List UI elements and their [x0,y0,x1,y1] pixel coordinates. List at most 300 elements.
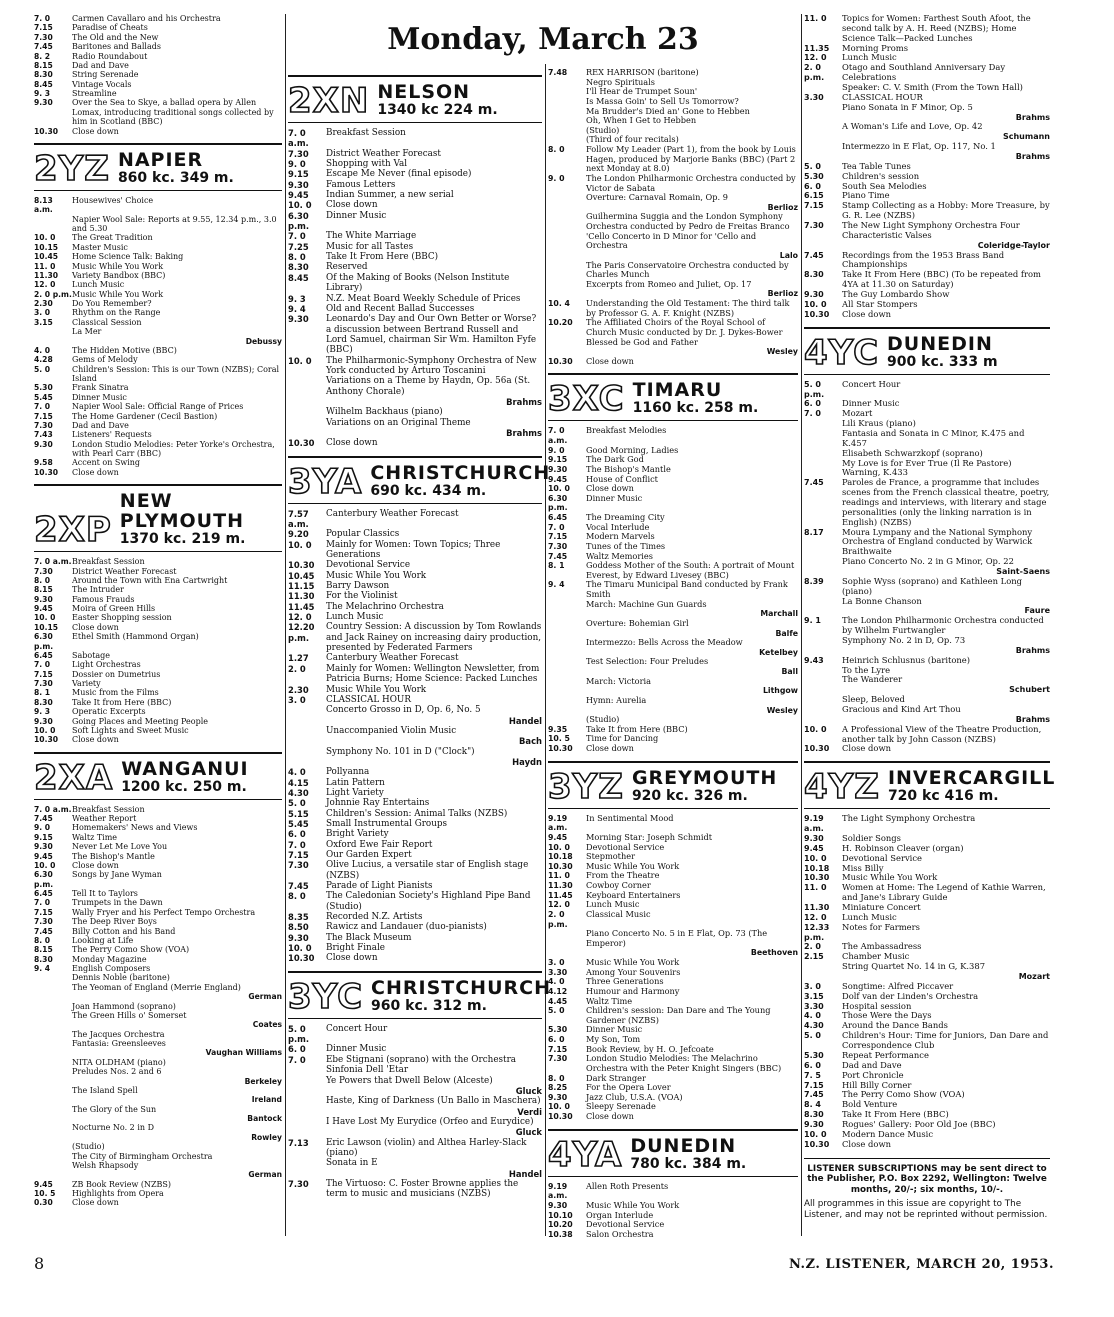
programme-title: Variations on an Original Theme [326,417,471,428]
programme-time: 9.45 [34,1179,53,1189]
programme-entry [34,440,282,459]
programme-entry [804,172,1050,182]
programme-title: Concert Hour [326,1023,388,1034]
programme-title: Around the Dance Bands [842,1020,948,1031]
composer: Ball [781,667,798,676]
programme-title: Otago and Southland Anniversary Day Celebrations [842,62,1006,83]
programme-title: London Studio Melodies: Peter Yorke's Orchestra, with Pearl Carr (BBC) [72,439,275,458]
programme-time: 9.19 a.m. [804,814,824,834]
programme-title: The Perry Como Show (VOA) [842,1089,965,1100]
programme-entry [804,923,1050,943]
programme-time: 7. 5 [804,1070,821,1080]
programme-entry [288,943,542,953]
programme-time: 12. 0 [804,912,827,922]
programme-time: 8. 0 [288,252,306,263]
programme-entry [804,744,1050,754]
programme-entry [288,860,542,881]
programme-title: (Studio) [72,1142,105,1152]
programme-time [548,116,586,126]
programme-time: 8.30 [34,954,53,964]
programme-time: 11.30 [288,591,315,602]
copyright-text: All programmes in this issue are copyright to The Listener, and may not be reprinted without permission. [804,1199,1048,1220]
programme-time: 11. 0 [804,883,827,893]
programme-title: Overture: Carnaval Romain, Op. 9 [586,192,728,203]
programme-title: Dinner Music [586,1024,643,1035]
programme-entry [34,393,282,402]
programme-entry [34,430,282,439]
programme-title: The Caledonian Society's Highland Pipe Band [326,891,531,902]
programme-time: 9.45 [288,190,309,201]
programme-time [34,1067,72,1076]
programme-entry [288,149,542,159]
station-frequency: 720 kc 416 m. [887,788,999,805]
programme-title: Stamp Collecting as a Hobby: More Treasure, by G. R. Lee (NZBS) [842,200,1050,221]
programme-entry [288,953,542,963]
station-city: NELSON [377,81,471,103]
programme-time: 7.25 [288,241,309,252]
programme-time: 1.27 [288,653,309,664]
programme-entry [34,215,282,234]
programme-time: 10.30 [34,126,59,136]
composer: Brahms [1015,112,1050,122]
programme-title: My Love is for Ever True (Il Re Pastore) [842,457,1012,468]
programme-title: Ebe Stignani (soprano) with the Orchestra Sinfonia Dell 'Etar [326,1054,517,1076]
programme-time: 8.17 [804,527,824,537]
programme-time [804,962,842,972]
programme-entry [548,814,798,833]
programme-title: Canterbury Weather Forecast [326,653,459,664]
programme-entry [288,560,542,570]
programme-time: 10.38 [548,1229,573,1239]
programme-entry [34,595,282,604]
programme-entry [288,653,542,663]
programme-time: 9.45 [548,474,568,484]
programme-entry [288,273,542,294]
programme-entry [288,819,542,829]
programme-entry [288,180,542,190]
programme-entry [804,616,1050,636]
programme-title: Moira of Green Hills [72,604,156,613]
programme-title: Hospital session [842,1000,912,1011]
programme-title: Waltz Time [72,832,118,842]
programme-time: 10.30 [288,560,315,571]
programme-time: 7.30 [288,148,309,159]
programme-time: 5.30 [804,171,824,181]
programme-time: 9. 3 [288,293,306,304]
programme-time: 3.30 [804,92,824,102]
programme-title: Take It From Here (BBC) (To be repeated from 4YA at 11.30 on Saturday) [842,269,1041,290]
programme-entry [34,42,282,51]
programme-entry [288,200,542,210]
programme-title: The Dark God [586,454,644,465]
programme-time [548,135,586,145]
programme-entry [34,1086,282,1105]
programme-title: Napier Wool Sale: Reports at 9.55, 12.34 p.m., 3.0 and 5.30 [72,214,277,233]
programme-entry [548,600,798,619]
programme-time: 8.15 [34,60,53,70]
programme-time [804,597,842,607]
programme-title: March: Victoria [586,675,652,686]
programme-time [548,126,586,136]
programme-title: The Dreaming City [586,512,665,522]
programme-title: Piano Concerto No. 2 in G Minor, Op. 22 [842,556,1014,567]
programme-entry [288,726,542,747]
programme-entry [34,346,282,355]
programme-title: The New Light Symphony Orchestra Four Characteristic Valses [842,220,1020,240]
programme-title: Time for Dancing [586,733,659,744]
programme-title: The Virtuoso: C. Foster Browne applies the term to music and musicians (NZBS) [326,1178,519,1200]
programme-entry [34,632,282,651]
programme-title: Fantasia and Sonata in C Minor, K.475 and K.457 [842,427,1025,448]
programme-title: Close down [586,483,634,494]
programme-title: Modern Dance Music [842,1128,934,1139]
programme-time: 5.30 [804,1050,824,1060]
programme-time: 8. 4 [804,1100,821,1110]
composer: Saint-Saens [996,566,1050,576]
programme-time: 11. 0 [804,14,827,23]
programme-time: 8. 0 [34,575,51,585]
programme-time: 7.30 [548,1054,568,1064]
programme-entry [804,1090,1050,1100]
programme-title: Cowboy Corner [586,880,651,890]
programme-entry [548,338,798,357]
programme-title: Music from the Films [72,688,159,698]
composer: Brahms [1015,152,1050,162]
programme-title: Music While You Work [586,1199,680,1210]
programme-title: String Serenade [72,70,139,80]
programme-time [548,212,586,231]
programme-time: 10.30 [548,861,573,871]
composer: Handel [508,1168,542,1179]
programme-title: Rawicz and Landauer (duo-pianists) [326,922,487,933]
programme-time: 7.30 [34,420,53,430]
programme-title: Sleep, Beloved [842,694,905,705]
programme-title: Close down [586,1111,634,1121]
programme-time: 10. 0 [548,842,570,852]
programme-entry [288,571,542,581]
programme-time: 2.15 [804,952,824,962]
station-city: WANGANUI [121,757,249,780]
station-frequency: 690 kc. 434 m. [370,482,487,499]
programme-title: Songs by Jane Wyman [72,870,162,880]
programme-entry [34,271,282,280]
programme-title: Women at Home: The Legend of Kathie Warren, and Jane's Library Guide [842,882,1046,903]
programme-title: The Great Tradition [72,233,153,243]
programme-title: Wally Fryer and his Perfect Tempo Orchestra [72,907,256,917]
programme-time: 4.12 [548,986,568,996]
programme-time: 7. 0 [548,522,565,532]
programme-entry [548,696,798,715]
programme-time: 9. 1 [804,616,821,626]
programme-title: REX HARRISON (baritone) [586,67,699,77]
programme-time [34,973,72,982]
programme-title: Small Instrumental Groups [326,818,448,829]
programme-entry [34,623,282,632]
programme-entry [34,233,282,242]
programme-title: The Bishop's Mantle [72,851,155,861]
station-callsign: 2XA [34,757,114,798]
programme-title: From the Theatre [586,870,660,881]
programme-entry [288,262,542,272]
programme-title: Welsh Rhapsody [72,1160,139,1170]
station-block [34,752,282,1208]
programme-entry [288,529,542,539]
programme-entry [804,142,1050,162]
programme-title: Excerpts from Romeo and Juliet, Op. 17 [586,278,752,289]
programme-title: Dinner Music [586,492,643,503]
programme-time: 9. 0 [548,173,565,183]
station-callsign: 2XP [34,510,112,551]
programme-time [288,1076,326,1086]
programme-title: Music for all Tastes [326,241,414,252]
programme-title: Overture: Bohemian Girl [586,617,689,628]
station-callsign: 3YC [288,976,364,1017]
programme-title: Piano Sonata in F Minor, Op. 5 [842,101,973,112]
programme-entry [34,1067,282,1086]
programme-title: Famous Letters [326,179,396,190]
programme-time: 4.30 [288,787,309,798]
programme-title: Dad and Dave [72,420,129,430]
programme-time: 3. 0 [548,958,565,967]
programme-time: 7.30 [34,32,53,42]
programme-entry [804,992,1050,1002]
programme-entry [288,778,542,788]
programme-time: 4.15 [288,777,309,788]
composer: Wesley [766,705,798,715]
programme-entry [34,735,282,744]
programme-title: Miss Billy [842,862,884,873]
programme-entry [548,174,798,193]
programme-title: Stepmother [586,851,636,862]
programme-title: 'Cello Concerto in D Minor for 'Cello and Orchestra [586,230,757,251]
programme-time: 8.45 [288,272,309,283]
programme-entry [804,1130,1050,1140]
programme-title: Gracious and Kind Art Thou [842,704,961,714]
programme-title: Variety [72,679,101,688]
programme-title: Johnnie Ray Entertains [326,798,430,809]
programme-title: Accent on Swing [72,458,141,468]
programme-time: 9.45 [548,832,568,842]
programme-time [34,215,72,234]
programme-time: 10.30 [804,873,830,883]
programme-time: 6.30 p.m. [548,493,568,513]
programme-time: 7.30 [34,679,53,688]
programme-entry [804,201,1050,221]
programme-entry [34,973,282,982]
programme-time [804,468,842,478]
programme-time [34,327,72,336]
programme-entry [804,162,1050,172]
programme-time: 10.30 [34,735,59,745]
programme-title: The Melachrino Orchestra [326,601,444,612]
programme-entry [804,251,1050,271]
programme-title: Weather Report [72,814,137,823]
programme-title: Music While You Work [586,957,680,967]
programme-time [804,459,842,469]
programme-time: 9.30 [548,1200,568,1210]
programme-time: 8.30 [804,270,824,280]
programme-time: 7. 0 [34,898,51,908]
programme-time: 9.19 a.m. [548,813,568,833]
programme-title: Popular Classics [326,529,400,540]
station-block [34,143,282,477]
programme-time: 9.15 [34,832,53,842]
programme-title: Music While You Work [72,261,164,271]
programme-time: 9.30 [288,932,309,943]
programme-time: 3.30 [804,1001,824,1011]
programme-time: 8.30 [804,1110,824,1120]
programme-time [548,261,586,280]
programme-time: 0.30 [34,1198,53,1208]
programme-title: Leonardo's Day and Our Own Better or Worse? a discussion between Bertrand Russell and Lord Samuel, chairman Sir Wm. Hamilton Fyfe (BBC) [326,314,537,356]
programme-title: Dennis Noble (baritone) [72,973,170,983]
programme-entry [804,883,1050,903]
station-frequency: 1340 kc 224 m. [377,102,498,118]
programme-entry [804,182,1050,192]
programme-title: Chamber Music [842,951,910,962]
programme-title: Breakfast Session [72,804,145,814]
programme-title: Close down [72,735,119,745]
programme-title: Tell It to Taylors [72,889,138,898]
programme-entry [34,70,282,79]
programme-entry [34,383,282,392]
programme-time [548,107,586,117]
programme-time: 7.45 [804,1090,824,1100]
programme-entry [548,212,798,231]
programme-time [804,419,842,429]
programme-title: Close down [842,743,892,754]
programme-entry [548,561,798,580]
programme-time: 9.20 [288,529,309,540]
programme-title: Shopping with Val [326,159,408,170]
programme-time: 12. 0 [288,612,312,623]
programme-title: Close down [586,355,634,366]
programme-time: 10. 0 [34,725,56,735]
programme-time [34,983,72,992]
programme-entry [548,357,798,367]
programme-time: 3.15 [804,991,824,1001]
programme-title: Gems of Melody [72,355,138,365]
programme-time: 7.15 [34,907,53,917]
programme-time: 12. 0 [548,900,570,910]
programme-title: Take It From Here (BBC) [326,252,439,263]
programme-time: 8. 1 [34,688,51,698]
programme-title: The Bishop's Mantle [586,463,671,474]
programme-entry [548,299,798,318]
station-city: CHRISTCHURCH [371,976,551,999]
programme-entry [34,14,282,23]
programme-entry [804,1031,1050,1051]
programme-time: 2. 0 [804,942,821,952]
programme-time: 7.15 [804,201,824,211]
station-block [548,68,798,366]
programme-title: Close down [72,1198,119,1208]
programme-title: Rhythm on the Range [72,308,161,318]
programme-title: Recordings from the 1953 Brass Band Championships [842,249,1005,270]
station-callsign: 3YZ [548,766,624,807]
programme-title: Dinner Music [72,392,127,402]
programme-time: 8.15 [34,585,53,595]
programme-time: 7. 0 a.m. [288,128,309,149]
programme-title: Sonata in E [326,1158,378,1169]
programme-title: Devotional Service [326,560,411,571]
programme-title: Around the Town with Ena Cartwright [72,575,228,585]
programme-title: Good Morning, Ladies [586,444,679,455]
programme-title: District Weather Forecast [326,148,441,159]
station-block [804,761,1056,1149]
composer: Ketelbey [759,647,798,657]
programme-entry [34,1011,282,1030]
programme-time: 4. 0 [288,767,306,778]
composer: Bantock [247,1114,282,1123]
station-frequency: 780 kc. 384 m. [630,1155,747,1172]
programme-entry [34,262,282,271]
programme-entry [34,365,282,384]
programme-title: The London Philharmonic Orchestra conducted by Wilhelm Furtwangler [842,615,1044,636]
programme-time [548,78,586,88]
programme-time: 10.30 [548,356,573,366]
programme-time [548,619,586,629]
composer: Brahms [506,396,542,407]
programme-time: 6.30 p.m. [34,870,54,889]
programme-entry [34,585,282,594]
programme-entry [34,1105,282,1124]
programme-time: 10. 0 [548,484,570,494]
programme-title: Book Review, by H. O. Jefcoate [586,1043,714,1054]
programme-title: Streamline [72,89,117,98]
programme-entry [548,638,798,657]
programme-time: 7.45 [548,551,568,561]
station-block [288,456,551,964]
column-1 [34,14,282,1208]
programme-title: Bold Venture [842,1099,898,1110]
programme-title: Close down [586,743,634,753]
programme-title: Paroles de France, a programme that includes scenes from the French classical theatre, poetry, readings and interviews, with literary and stage personalities (only the linking narration is in English) (NZBS) [842,477,1050,527]
programme-entry [288,767,542,777]
programme-entry [34,308,282,317]
programme-title: Breakfast Session [72,557,145,567]
programme-time: 2.30 [34,299,53,308]
programme-title: Country Session: A discussion by Tom Rowlands and Jack Rainey on increasing dairy production, presented by Federated Farmers [326,622,542,654]
programme-title: The Guy Lombardo Show [842,289,950,300]
programme-time: 8. 1 [548,561,565,571]
programme-entry [804,1140,1050,1150]
programme-title: I'll Hear de Trumpet Soun' [586,86,698,97]
programme-entry [288,622,542,653]
programme-time: 5. 0 p.m. [804,379,825,399]
programme-title: Dossier on Dumetrius [72,669,161,679]
programme-entry [34,679,282,688]
programme-time [34,1058,72,1067]
station-block [804,14,1050,320]
programme-time: 10.45 [34,252,59,262]
programme-time: 10.18 [548,852,573,862]
programme-time: 10.30 [288,438,315,449]
programme-time: 8. 0 [34,935,51,945]
programme-title: Hill Billy Corner [842,1079,912,1090]
programme-title: Escape Me Never (final episode) [326,169,472,180]
programme-time [548,280,586,290]
programme-title: Wilhelm Backhaus (piano) [326,407,443,418]
programme-entry [548,318,798,337]
programme-entry [34,842,282,851]
station-block [548,373,798,753]
programme-title: Close down [326,438,378,449]
programme-title: Take It from Here (BBC) [72,697,172,707]
programme-entry [34,983,282,1002]
programme-title: Variety Bandbox (BBC) [72,270,166,280]
programme-entry [288,933,542,943]
